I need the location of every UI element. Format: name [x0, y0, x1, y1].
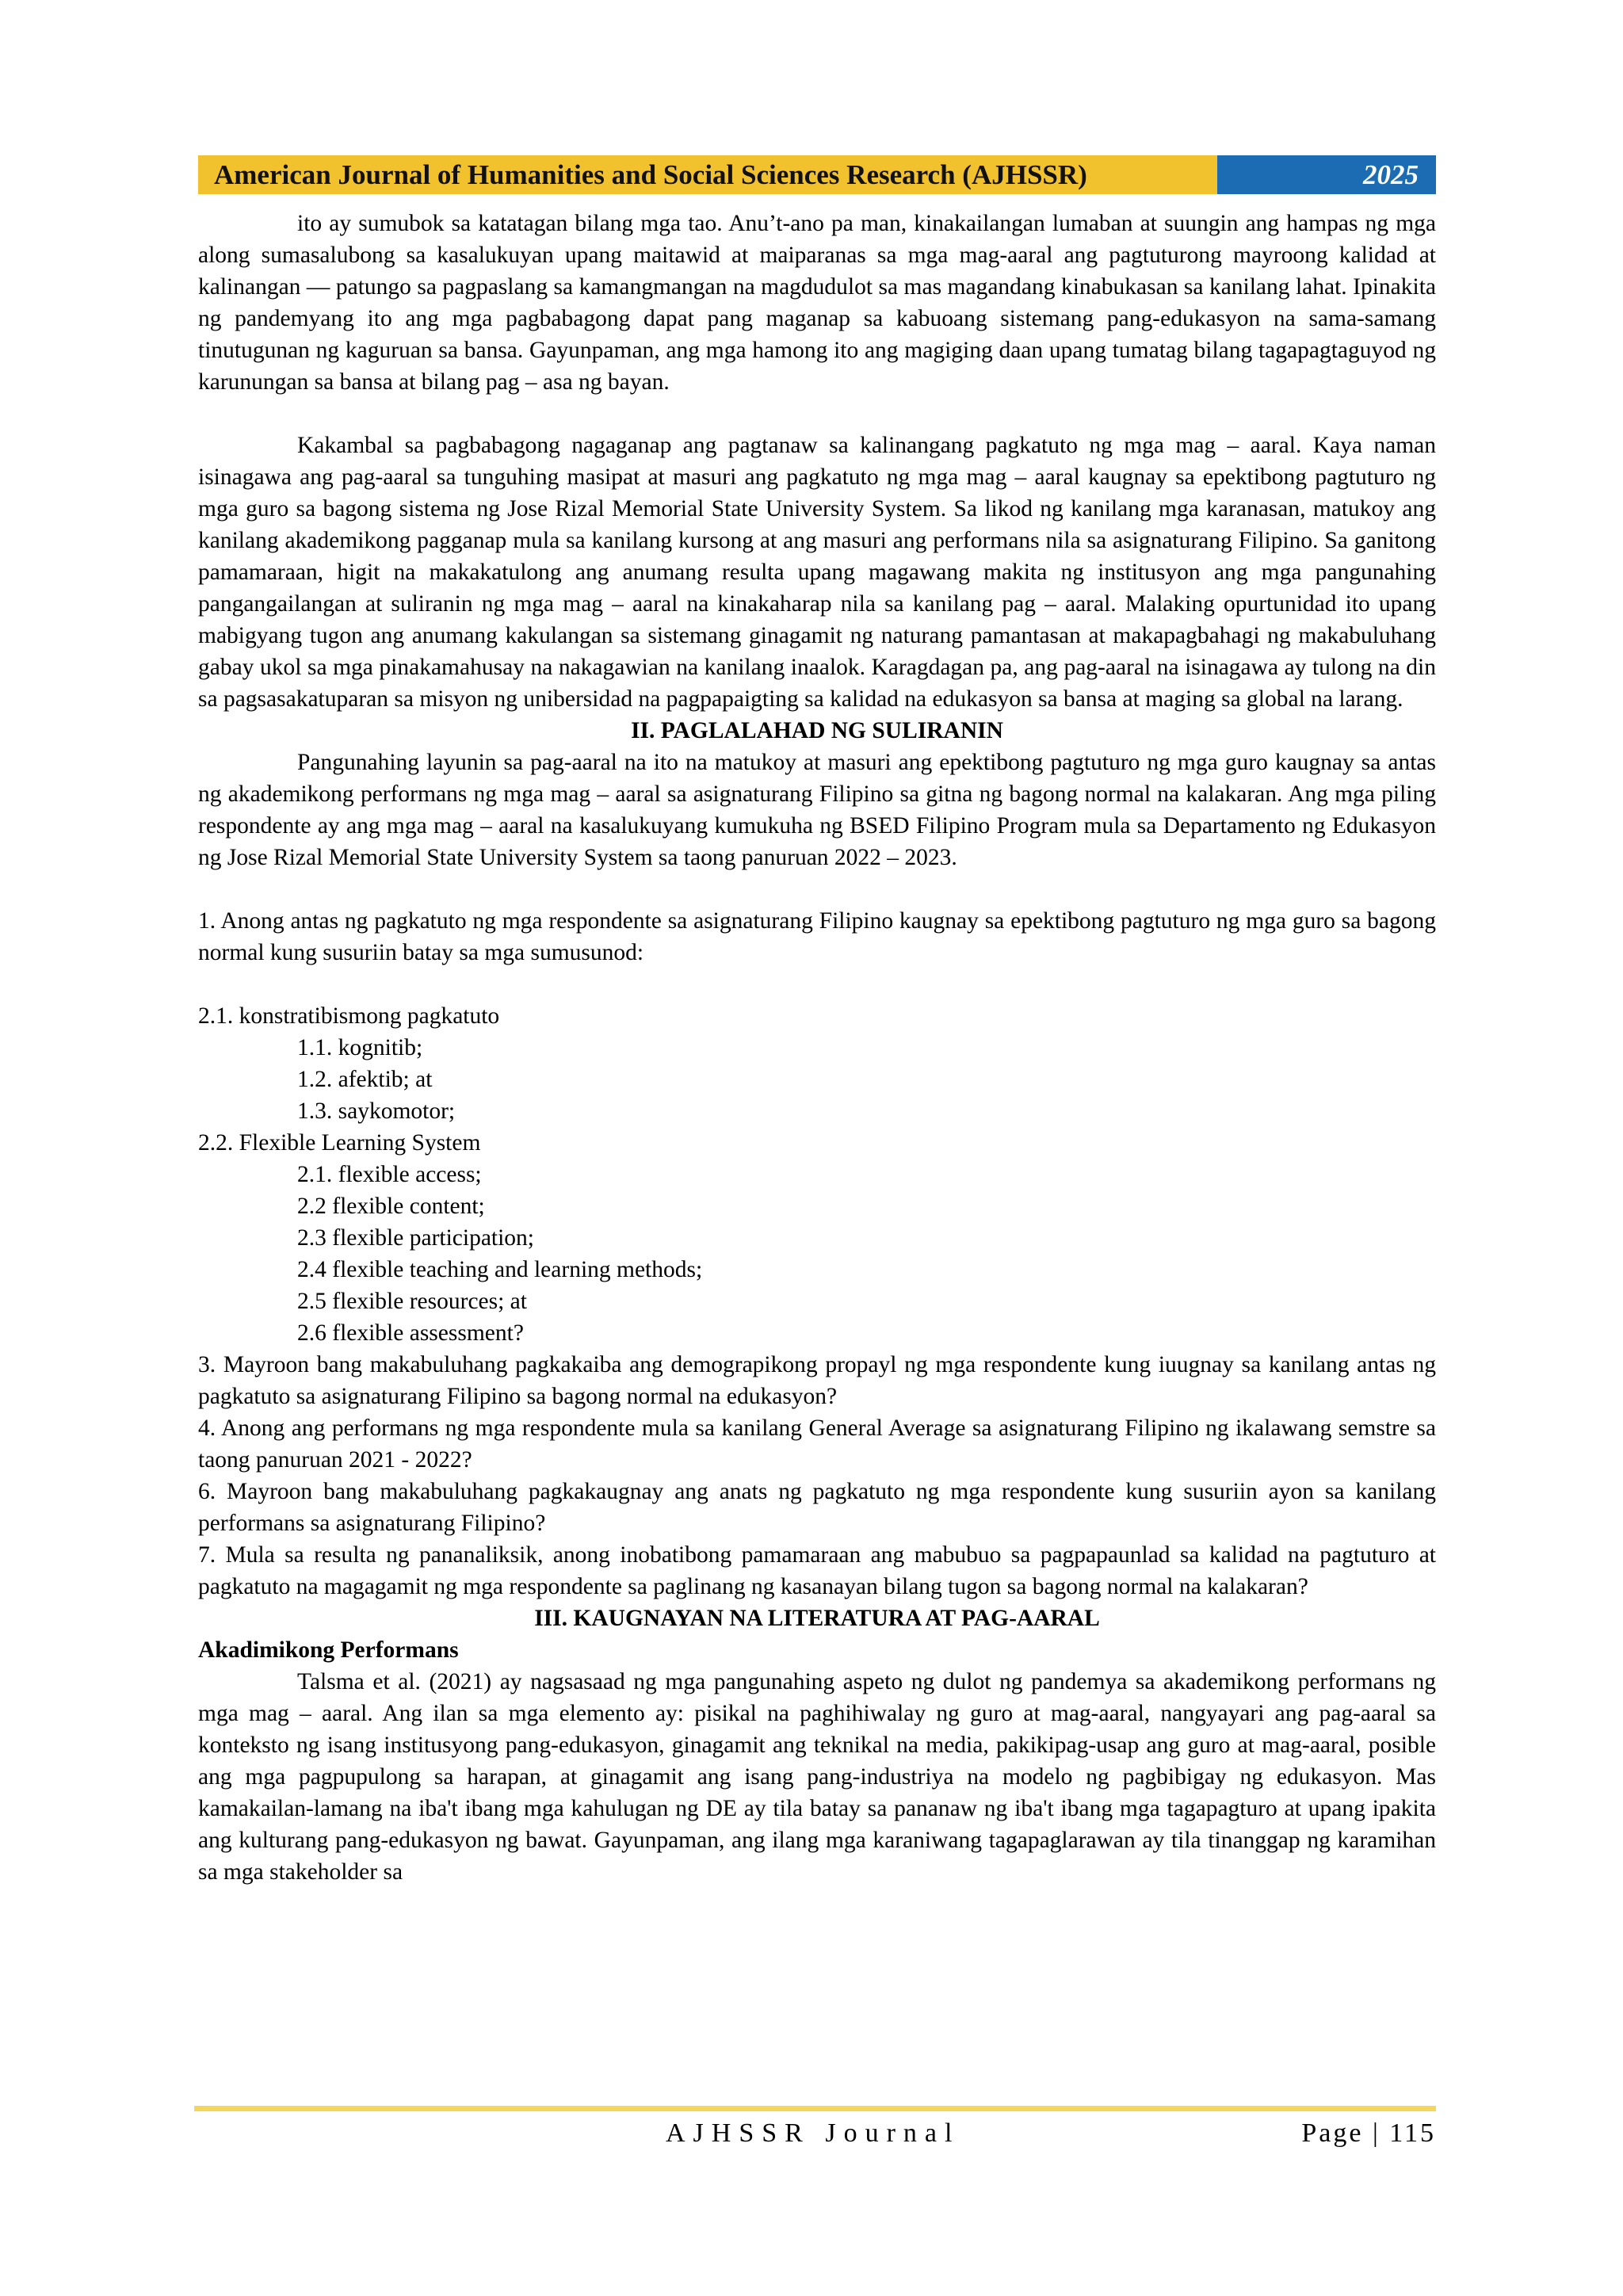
objective-list: [198, 1000, 1436, 1349]
list-item: 2.3 flexible participation;: [297, 1225, 535, 1251]
question-item: 1. Anong antas ng pagkatuto ng mga respondente sa asignaturang Filipino kaugnay sa epektibong pagtuturo ng mga guro sa bagong normal kung susuriin batay sa mga sumusunod:: [198, 908, 1436, 965]
list-item: 1.1. kognitib;: [297, 1035, 423, 1060]
paragraph: Talsma et al. (2021) ay nagsasaad ng mga pangunahing aspeto ng dulot ng pandemya sa akademikong performans ng mga mag – aaral. Ang ilan sa mga elemento ay: pisikal na paghihiwalay ng guro at mag-aaral, nangyayari ang pag-aaral sa konteksto ng isang institusyong pang-edukasyon, ginagamit ang teknikal na media, pakikipag-usap ang guro at mag-aaral, posible ang mga pagpupulong sa harapan, at ginagamit ang isang pang-industriya na modelo ng pagbibigay ng edukasyon. Mas kamakailan-lamang na iba't ibang mga kahulugan ng DE ay tila batay sa pananaw ng iba't ibang mga tagapagturo at upang ipakita ang kulturang pang-edukasyon ng bawat. Gayunpaman, ang ilang mga karaniwang tagapaglarawan ay tila tinanggap ng karamihan sa mga stakeholder sa: [198, 1669, 1436, 1885]
question-item: 3. Mayroon bang makabuluhang pagkakaiba ang demograpikong propayl ng mga respondente kung iuugnay sa kanilang antas ng pagkatuto sa asignaturang Filipino sa bagong normal na edukasyon?: [198, 1352, 1436, 1409]
list-item: 2.2. Flexible Learning System: [198, 1130, 481, 1156]
list-item: 2.6 flexible assessment?: [297, 1320, 524, 1346]
question-item: 4. Anong ang performans ng mga respondente mula sa kanilang General Average sa asignaturang Filipino ng ikalawang semstre sa taong panuruan 2021 - 2022?: [198, 1415, 1436, 1473]
list-item: 2.4 flexible teaching and learning methods;: [297, 1257, 703, 1282]
paragraph: Pangunahing layunin sa pag-aaral na ito na matukoy at masuri ang epektibong pagtuturo ng mga guro kaugnay sa antas ng akademikong performans ng mga mag – aaral sa asignaturang Filipino sa gitna ng bagong normal na kalakaran. Ang mga piling respondente ay ang mga mag – aaral na kasalukuyang kumukuha ng BSED Filipino Program mula sa Departamento ng Edukasyon ng Jose Rizal Memorial State University System sa taong panuruan 2022 – 2023.: [198, 750, 1436, 870]
paragraph: ito ay sumubok sa katatagan bilang mga tao. Anu’t-ano pa man, kinakailangan lumaban at suungin ang hampas ng mga along sumasalubong sa kasalukuyan upang maitawid at maiparanas sa mga mag-aaral ang pagtuturong mayroong kalidad at kalinangan — patungo sa pagpaslang sa kamangmangan na magdudulot sa mas magandang kinabukasan sa kanilang lahat. Ipinakita ng pandemyang ito ang mga pagbabagong dapat pang maganap sa kabuoang sistemang pang-edukasyon na sama-samang tinutugunan ng kaguruan sa bansa. Gayunpaman, ang mga hamong ito ang magiging daan upang tumatag bilang tagapagtaguyod ng karunungan sa bansa at bilang pag – asa ng bayan.: [198, 211, 1436, 395]
list-item: 2.2 flexible content;: [297, 1194, 485, 1219]
journal-year: 2025: [1217, 155, 1436, 194]
subsection-heading: Akadimikong Performans: [198, 1637, 459, 1663]
question-item: 6. Mayroon bang makabuluhang pagkakaugnay ang anats ng pagkatuto ng mga respondente kung susuriin ayon sa kanilang performans sa asignaturang Filipino?: [198, 1479, 1436, 1536]
journal-header: [198, 155, 1436, 194]
question-item: 7. Mula sa resulta ng pananaliksik, anong inobatibong pamamaraan ang mabubuo sa pagpapaunlad sa kalidad na pagtuturo at pagkatuto na magagamit ng mga respondente sa paglinang ng kasanayan bilang tugon sa bagong normal na kalakaran?: [198, 1542, 1436, 1599]
section-heading: II. PAGLALAHAD NG SULIRANIN: [631, 718, 1003, 743]
journal-title: American Journal of Humanities and Social Sciences Research (AJHSSR): [198, 155, 1217, 194]
list-item: 2.5 flexible resources; at: [297, 1289, 527, 1314]
list-item: 1.2. afektib; at: [297, 1067, 433, 1092]
section-heading: III. KAUGNAYAN NA LITERATURA AT PAG-AARAL: [534, 1606, 1100, 1631]
footer-divider: [194, 2106, 1436, 2111]
footer-journal-name: AJHSSR Journal: [666, 2118, 960, 2148]
article-body: [198, 208, 1436, 1888]
list-item: 2.1. flexible access;: [297, 1162, 482, 1187]
list-item: 2.1. konstratibismong pagkatuto: [198, 1003, 500, 1029]
list-item: 1.3. saykomotor;: [297, 1098, 456, 1124]
paragraph: Kakambal sa pagbabagong nagaganap ang pagtanaw sa kalinangang pagkatuto ng mga mag – aaral. Kaya naman isinagawa ang pag-aaral sa tunguhing masipat at masuri ang pagkatuto ng mga mag – aaral kaugnay sa epektibong pagtuturo ng mga guro sa bagong sistema ng Jose Rizal Memorial State University System. Sa likod ng kanilang mga karanasan, matukoy ang kanilang akademikong pagganap mula sa kanilang kursong at ang masuri ang performans nila sa asignaturang Filipino. Sa ganitong pamamaraan, higit na makakatulong ang anumang resulta upang magawang makita ng institusyon ang mga pangunahing pangangailangan at suliranin ng mga mag – aaral na kinakaharap nila sa kanilang pag – aaral. Malaking opurtunidad ito upang mabigyang tugon ang anumang kakulangan sa sistemang ginagamit ng naturang pamantasan at makapagbahagi ng makabuluhang gabay ukol sa mga pinakamahusay na nakagawian na kanilang inaalok. Karagdagan pa, ang pag-aaral na isinagawa ay tulong na din sa pagsasakatuparan sa misyon ng unibersidad na pagpapaigting sa kalidad na edukasyon sa bansa at maging sa global na larang.: [198, 433, 1436, 712]
page-number: Page | 115: [1301, 2118, 1436, 2148]
